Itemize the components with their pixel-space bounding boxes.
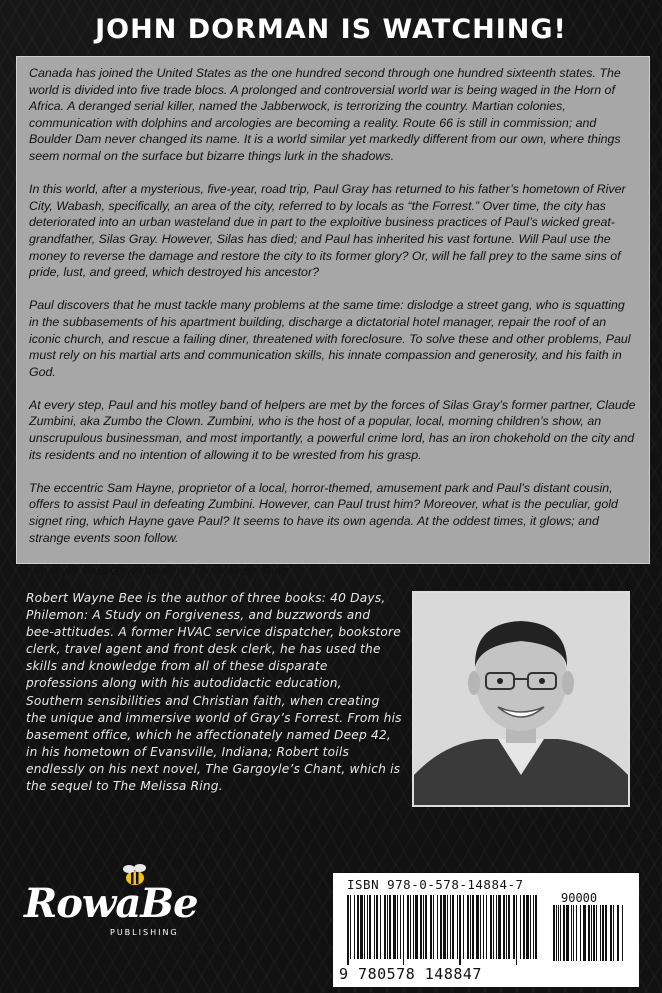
barcode-addon-bar — [560, 905, 561, 961]
barcode-bar — [364, 895, 365, 959]
barcode-bar — [415, 895, 418, 959]
barcode-bar — [357, 895, 359, 959]
barcode-addon-bar — [583, 905, 586, 961]
isbn-barcode — [333, 873, 639, 987]
barcode-bar — [413, 895, 414, 959]
barcode-addon-bar — [591, 905, 592, 961]
barcode-bar — [520, 895, 521, 959]
synopsis-paragraph: At every step, Paul and his motley band of helpers are met by the forces of Silas Gray’s former partner, Claude Zumbini, aka Zumbo the Clown. Zumbini, who is the host of a popular, local, morning children’s show, an unscrupulous businessman, and most importantly, a powerful crime lord, has an iron chokehold on the city and its residents and no intention of allowing it to be wrested from his grasp. — [29, 397, 636, 462]
synopsis-paragraph: The eccentric Sam Hayne, proprietor of a local, horror-themed, amusement park and Paul’s distant cousin, offers to assist Paul in defeating Zumbini. However, can Paul trust him? Moreover, what is the peculiar, gold signet ring, which Hayne gave Paul? It seems to have its own agenda. At the oddest times, it glows; and strange events soon follow. — [29, 480, 618, 545]
barcode-bar — [483, 895, 484, 959]
barcode-bar — [389, 895, 391, 959]
barcode-bar — [447, 895, 448, 959]
barcode-bar — [407, 895, 409, 959]
barcode-bar — [503, 895, 505, 959]
barcode-bar — [513, 895, 515, 959]
barcode-addon-bar — [556, 905, 557, 961]
barcode-bar — [443, 895, 446, 959]
barcode-addon-bar — [617, 905, 619, 961]
barcode-bar — [530, 895, 531, 959]
barcode-bar — [496, 895, 497, 959]
price-code: 90000 — [561, 891, 598, 905]
barcode-bar — [486, 895, 487, 959]
barcode-bar — [384, 895, 386, 959]
publisher-logo — [22, 860, 202, 950]
barcode-bar — [380, 895, 381, 959]
barcode-bar — [420, 895, 422, 959]
book-title: JOHN DORMAN IS WATCHING! — [95, 14, 567, 45]
barcode-bar — [440, 895, 442, 959]
barcode-addon-bar — [600, 905, 601, 961]
barcode-bar — [480, 895, 481, 959]
barcode-addon-bar — [558, 905, 559, 961]
barcode-bar — [459, 895, 461, 965]
barcode-bar — [430, 895, 432, 959]
barcode-addon-bar — [596, 905, 597, 961]
barcode-bar — [347, 895, 349, 965]
barcode-bar — [450, 895, 451, 959]
synopsis-paragraph: In this world, after a mysterious, five-year, road trip, Paul Gray has returned to his father’s hometown of River City, Wabash, specifically, an area of the city, referred to by locals as “the Forrest.” Over time, the city has deteriorated into an urban wasteland due in part to the exploitive business practices of Paul’s wicked great-grandfather, Silas Gray. However, Silas has died; and Paul has inherited his vast fortune. Will Paul use the money to reverse the damage and restore the city to its former glory? Or, will he fall prey to the same sins of pride, lust, and greed, which destroyed his ancestor? — [29, 182, 626, 280]
barcode-bar — [437, 895, 438, 959]
barcode-bar — [523, 895, 525, 959]
publisher-sub-text: PUBLISHING — [110, 928, 179, 937]
barcode-bar — [393, 895, 396, 959]
barcode-bar — [476, 895, 479, 959]
barcode-addon-bar — [566, 905, 569, 961]
author-bio: Robert Wayne Bee is the author of three books: 40 Days, Philemon: A Study on Forgiveness, and buzzwords and bee-attitudes. A former HVAC service dispatcher, bookstore clerk, travel agent and front desk clerk, he has used the skills and knowledge from all of these disparate professions along with his autodidactic education, Southern sensibilities and Christian faith, when creating the unique and immersive world of Gray’s Forrest. From his basement office, which he affectionately named Deep 42, in his hometown of Evansville, Indiana; Robert toils endlessly on his next novel, The Gargoyle’s Chant, which is the sequel to The Melissa Ring. — [26, 591, 402, 794]
barcode-addon-bar — [576, 905, 577, 961]
barcode-addon-bar — [622, 905, 623, 961]
publisher-logo-text: RowaBe — [24, 880, 198, 927]
barcode-bar — [493, 895, 494, 959]
barcode-bar — [490, 895, 492, 959]
barcode-addon-bar — [571, 905, 572, 961]
barcode-bar — [526, 895, 529, 959]
barcode-addon-bar — [610, 905, 612, 961]
barcode-addon-bar — [563, 905, 565, 961]
barcode-bar — [463, 895, 464, 959]
barcode-bar — [369, 895, 371, 959]
barcode-bar — [350, 895, 351, 959]
barcode-bar — [387, 895, 388, 959]
barcode-bar — [516, 895, 517, 965]
synopsis-paragraph: Paul discovers that he must tackle many problems at the same time: dislodge a street gang, who is squatting in the subbasements of his apartment building, discharge a dictatorial hotel manager, repair the roof of an iconic church, and rescue a failing diner, threatened with foreclosure. To solve these and other problems, Paul must rely on his martial arts and communication skills, his innate compassion and generosity, and his faith in God. — [29, 298, 631, 379]
barcode-bar — [360, 895, 363, 959]
barcode-bar — [457, 895, 458, 959]
barcode-bar — [433, 895, 434, 959]
ean-digits: 9 780578 148847 — [339, 965, 482, 983]
barcode-bar — [374, 895, 375, 959]
barcode-bar — [535, 895, 537, 959]
barcode-bar — [423, 895, 424, 959]
barcode-addon-bar — [602, 905, 604, 961]
author-photo — [412, 591, 630, 807]
barcode-bar — [472, 895, 474, 959]
barcode-bar — [506, 895, 507, 959]
barcode-addon-bar — [605, 905, 607, 961]
barcode-addon-bar — [613, 905, 614, 961]
barcode-addon-bar — [588, 905, 590, 961]
barcode-bar — [397, 895, 398, 959]
barcode-bar — [376, 895, 378, 959]
synopsis-closing-question: What will Paul Gray do with…The Melissa Ring? — [29, 563, 295, 578]
barcode-bar — [467, 895, 469, 959]
barcode-bar — [533, 895, 534, 959]
barcode-bars-icon — [347, 895, 629, 965]
barcode-bar — [452, 895, 454, 959]
barcode-bar — [470, 895, 471, 959]
barcode-bar — [367, 895, 368, 959]
barcode-addon-bar — [553, 905, 555, 961]
isbn-number: ISBN 978-0-578-14884-7 — [347, 877, 524, 892]
barcode-addon-bar — [593, 905, 595, 961]
barcode-bar — [403, 895, 404, 965]
barcode-bar — [508, 895, 510, 959]
barcode-bar — [410, 895, 411, 959]
synopsis-panel — [16, 56, 650, 578]
barcode-bar — [498, 895, 501, 959]
barcode-addon-bar — [580, 905, 581, 961]
barcode-bar — [354, 895, 355, 959]
barcode-addon-bar — [573, 905, 574, 961]
barcode-bar — [425, 895, 427, 959]
author-portrait-icon — [414, 593, 628, 805]
barcode-bar — [400, 895, 401, 959]
synopsis-paragraph: Canada has joined the United States as the one hundred second through one hundred sixteenth states. The world is divided into five trade blocs. A prolonged and controversial world war is being waged in the Horn of Africa. A deranged serial killer, named the Jabberwock, is terrorizing the country. Martian colonies, communication with dolphins and arcologies are becoming a reality. Route 66 is still in commission; and Boulder Dam never changed its name. It is a world similar yet markedly different from our own, where things seem normal on the surface but bizarre things lurk in the shadows. — [29, 66, 621, 163]
